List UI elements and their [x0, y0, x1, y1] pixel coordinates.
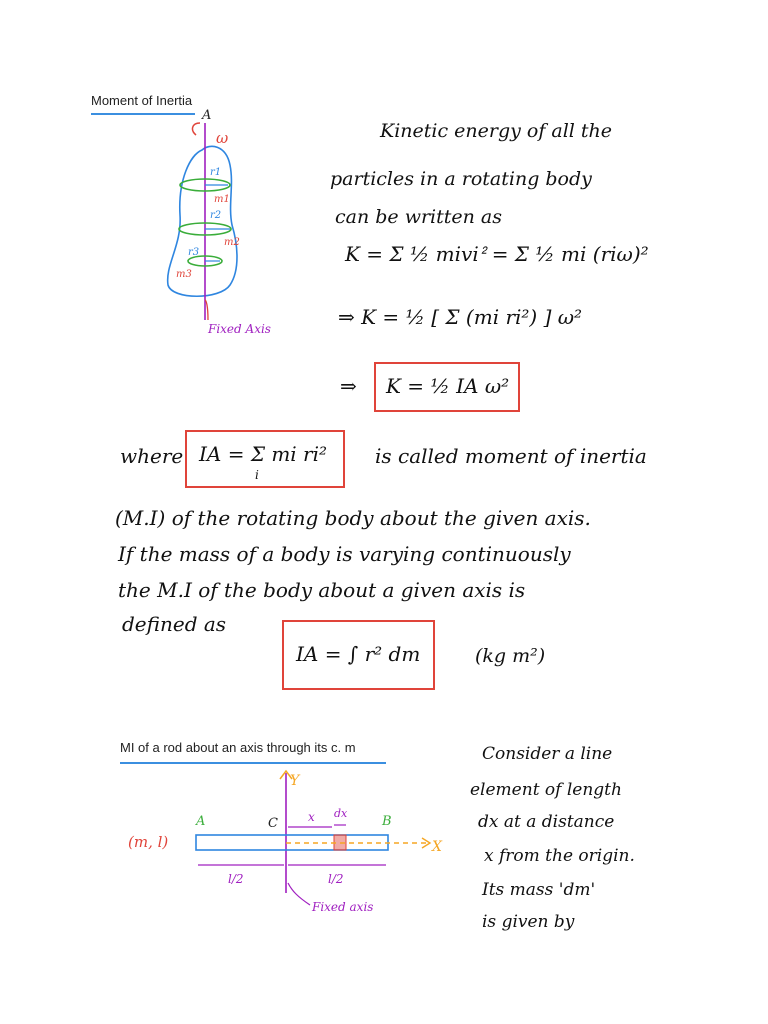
note-line-1: Kinetic energy of all the	[380, 120, 613, 142]
rod-note-2: element of length	[470, 780, 622, 800]
para-line-3: the M.I of the body about a given axis is	[118, 578, 526, 602]
m1-label: m1	[214, 194, 230, 205]
integral-definition: IA = ∫ r² dm	[296, 642, 421, 666]
rod-note-6: is given by	[482, 912, 575, 932]
ia-definition: IA = Σ mi ri²	[199, 442, 328, 466]
fixed-axis-label: Fixed Axis	[208, 322, 271, 336]
fixed-axis-caption: Fixed axis	[312, 900, 374, 914]
r1-label: r1	[210, 167, 222, 178]
kinetic-energy-result: K = ½ IA ω²	[386, 374, 510, 398]
rod-note-1: Consider a line	[482, 744, 613, 764]
rod-note-3: dx at a distance	[478, 812, 615, 832]
integral-box	[282, 620, 435, 690]
m3-label: m3	[176, 269, 192, 280]
r2-label: r2	[210, 210, 222, 221]
half-length-left: l/2	[228, 872, 244, 886]
kinetic-energy-equation: K = Σ ½ miviᒾ = Σ ½ mi (riω)²	[345, 242, 649, 266]
para-line-2: If the mass of a body is varying continuously	[118, 542, 571, 566]
rod-heading-underline	[120, 762, 386, 764]
x-distance-label: x	[308, 810, 315, 824]
para-line-1: (M.I) of the rotating body about the given axis.	[115, 506, 591, 530]
section-heading-rod: MI of a rod about an axis through its c. m	[120, 740, 356, 755]
x-axis-label: X	[432, 839, 442, 855]
rod-note-4: x from the origin.	[484, 846, 635, 866]
ia-definition-box	[185, 430, 345, 488]
implies-arrow: ⇒	[340, 374, 357, 398]
kinetic-energy-result-box	[374, 362, 520, 412]
rod-diagram	[120, 765, 460, 925]
rod-note-5: Its mass 'dm'	[482, 880, 596, 900]
y-axis-label: Y	[290, 773, 300, 789]
where-label: where	[120, 444, 184, 468]
half-length-right: l/2	[328, 872, 344, 886]
axis-label-a: A	[202, 108, 212, 123]
dx-label: dx	[334, 807, 348, 820]
m2-label: m2	[224, 237, 240, 248]
units-label: (kg m²)	[475, 645, 546, 667]
para-line-4: defined as	[122, 612, 227, 636]
where-tail: is called moment of inertia	[375, 444, 647, 468]
point-a-label: A	[196, 814, 206, 829]
omega-arrow	[193, 123, 200, 135]
note-line-2: particles in a rotating body	[330, 168, 592, 190]
rotating-body-diagram	[150, 105, 290, 345]
omega-label: ω	[216, 129, 229, 147]
mass-length-label: (m, l)	[128, 833, 169, 851]
ia-definition-subscript: i	[255, 468, 259, 482]
section-heading-moment-of-inertia: Moment of Inertia	[91, 93, 193, 108]
point-c-label: C	[268, 816, 278, 831]
r3-label: r3	[188, 247, 200, 258]
point-b-label: B	[382, 814, 392, 829]
kinetic-energy-factored: ⇒ K = ½ [ Σ (mi ri²) ] ω²	[338, 305, 583, 329]
note-line-3: can be written as	[335, 206, 502, 228]
